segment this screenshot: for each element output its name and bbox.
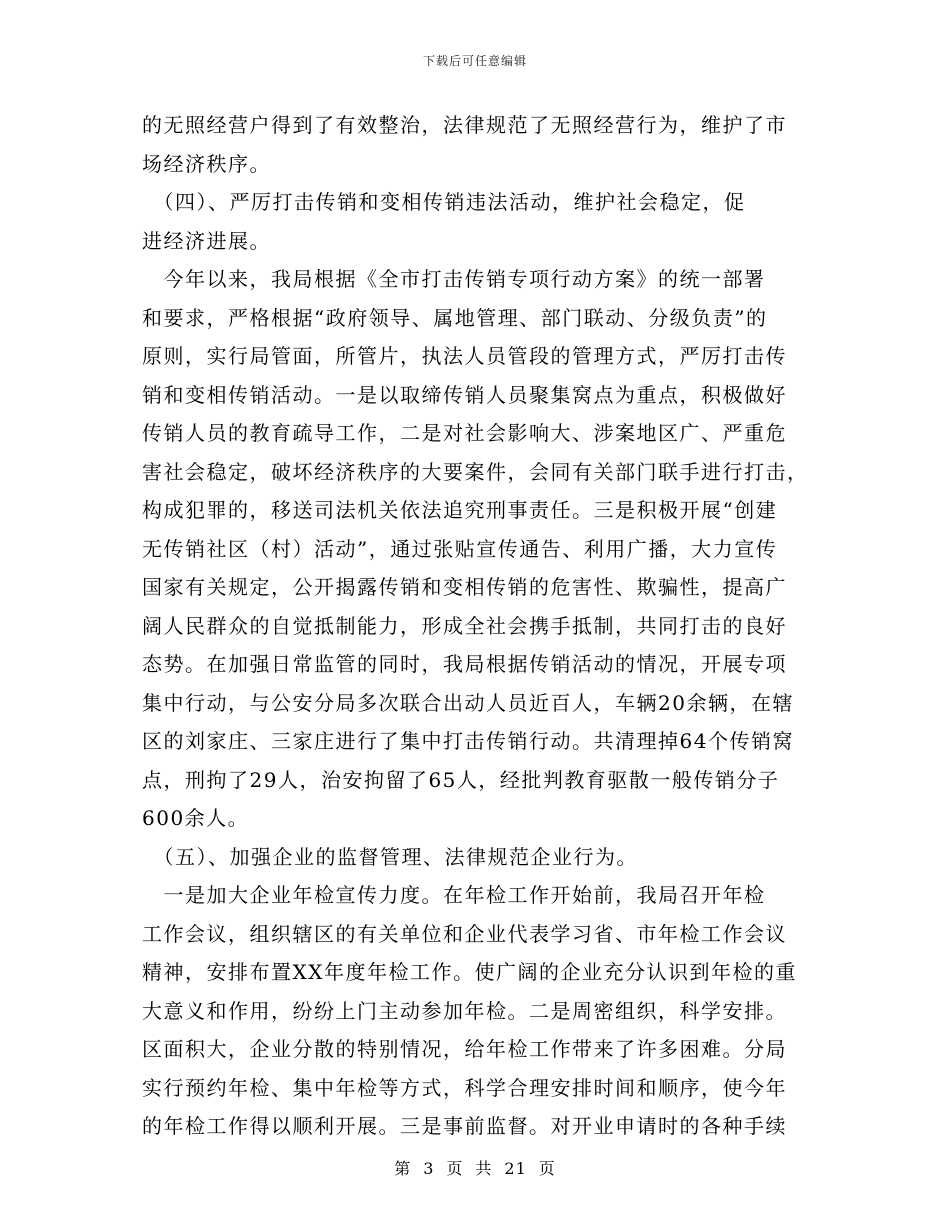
text-line: 精神，安排布置XX年度年检工作。使广阔的企业充分认识到年检的重	[142, 960, 797, 984]
footer-di: 第	[394, 1159, 412, 1178]
text-line: 区面积大，企业分散的特别情况，给年检工作带来了许多困难。分局	[142, 1037, 787, 1061]
footer-gong: 共	[475, 1159, 493, 1178]
footer-ye: 页	[446, 1159, 464, 1178]
text-line: 销和变相传销活动。一是以取缔传销人员聚集窝点为重点，积极做好	[142, 382, 787, 407]
text-line: 构成犯罪的，移送司法机关依法追究刑事责任。三是积极开展“创建	[142, 498, 778, 522]
section-heading: （四）、严厉打击传销和变相传销违法活动，维护社会稳定，促	[142, 190, 746, 214]
text-line: 阔人民群众的自觉抵制能力，形成全社会携手抵制，共同打击的良好	[142, 613, 787, 638]
document-body	[142, 106, 808, 1146]
text-line: 的年检工作得以顺利开展。三是事前监督。对开业申请时的各种手续	[142, 1114, 787, 1138]
text-line: 无传销社区（村）活动”，通过张贴宣传通告、利用广播，大力宣传	[142, 536, 778, 561]
text-line: 态势。在加强日常监管的同时，我局根据传销活动的情况，开展专项	[142, 652, 787, 676]
text-line: 大意义和作用，纷纷上门主动参加年检。二是周密组织，科学安排。	[142, 998, 787, 1023]
section-heading: （五）、加强企业的监督管理、法律规范企业行为。	[142, 844, 638, 869]
text-line: 集中行动，与公安分局多次联合出动人员近百人，车辆20余辆，在辖	[142, 690, 794, 715]
page-footer	[0, 1156, 950, 1179]
text-line: 传销人员的教育疏导工作，二是对社会影响大、涉案地区广、严重危	[142, 421, 787, 445]
text-line: 一是加大企业年检宣传力度。在年检工作开始前，我局召开年检	[142, 883, 766, 907]
text-line: 实行预约年检、集中年检等方式，科学合理安排时间和顺序，使今年	[142, 1075, 787, 1100]
text-line: 工作会议，组织辖区的有关单位和企业代表学习省、市年检工作会议	[142, 921, 787, 946]
text-line: 场经济秩序。	[142, 151, 271, 176]
page-number: 3	[423, 1159, 435, 1178]
text-line: 和要求，严格根据“政府领导、属地管理、部门联动、分级负责”的	[142, 305, 768, 330]
text-line: 区的刘家庄、三家庄进行了集中打击传销行动。共清理掉64个传销窝	[142, 729, 794, 753]
text-line: 国家有关规定，公开揭露传销和变相传销的危害性、欺骗性，提高广	[142, 575, 787, 599]
text-line: 点，刑拘了29人，治安拘留了65人，经批判教育驱散一般传销分子	[142, 767, 780, 792]
text-line: 原则，实行局管面，所管片，执法人员管段的管理方式，严厉打击传	[142, 344, 787, 368]
total-pages: 21	[504, 1159, 527, 1178]
footer-ye: 页	[538, 1159, 556, 1178]
text-line: 今年以来，我局根据《全市打击传销专项行动方案》的统一部署	[142, 267, 766, 291]
text-line: 进经济进展。	[142, 228, 271, 253]
page-header: 下载后可任意编辑	[422, 54, 527, 68]
text-line: 的无照经营户得到了有效整治，法律规范了无照经营行为，维护了市	[142, 113, 787, 137]
text-line: 600余人。	[142, 806, 250, 830]
text-line: 害社会稳定，破坏经济秩序的大要案件，会同有关部门联手进行打击，	[142, 459, 808, 484]
